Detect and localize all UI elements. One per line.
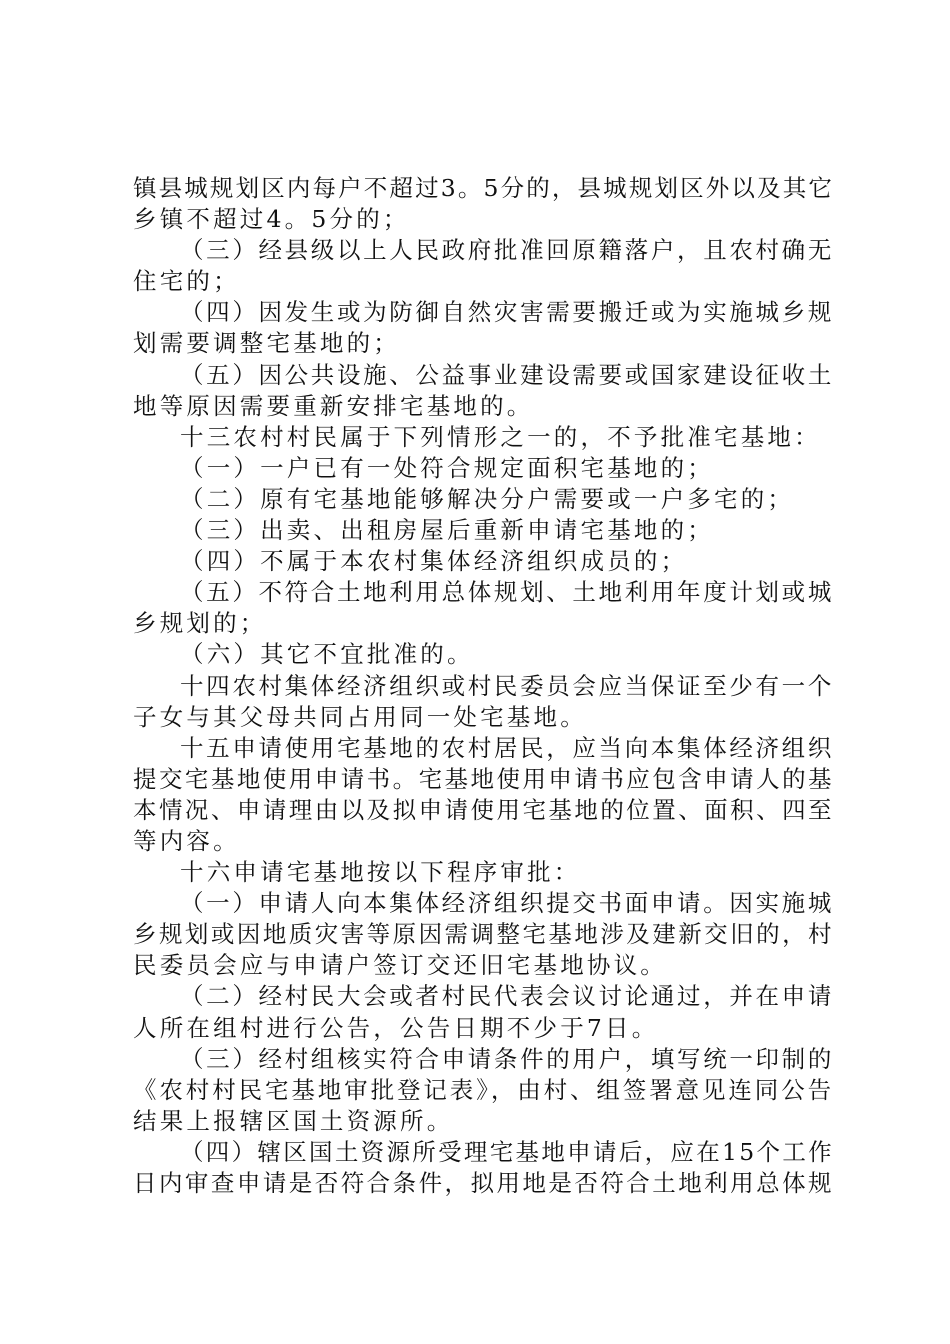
- text-line: （二）经村民大会或者村民代表会议讨论通过，并在申请: [180, 982, 834, 1011]
- text-line: 地等原因需要重新安排宅基地的。: [133, 391, 534, 420]
- text-line: （四）辖区国土资源所受理宅基地申请后，应在15个工作: [180, 1137, 834, 1166]
- text-line: （三）经县级以上人民政府批准回原籍落户，且农村确无: [180, 236, 834, 265]
- text-line: 乡规划或因地质灾害等原因需调整宅基地涉及建新交旧的，村: [133, 920, 834, 949]
- text-line: 人所在组村进行公告，公告日期不少于7日。: [133, 1013, 659, 1042]
- text-line: 本情况、申请理由以及拟申请使用宅基地的位置、面积、四至: [133, 795, 834, 824]
- text-line: 镇县城规划区内每户不超过3。5分的，县城规划区外以及其它: [133, 174, 834, 202]
- text-line: （四）不属于本农村集体经济组织成员的；: [180, 547, 688, 576]
- text-line: 划需要调整宅基地的；: [133, 329, 400, 358]
- document-body: [133, 173, 833, 1199]
- text-line: （一）申请人向本集体经济组织提交书面申请。因实施城: [180, 889, 834, 918]
- text-line: 日内审查申请是否符合条件，拟用地是否符合土地利用总体规: [133, 1169, 834, 1197]
- text-line: 十四农村集体经济组织或村民委员会应当保证至少有一个: [180, 671, 834, 700]
- text-line: 子女与其父母共同占用同一处宅基地。: [133, 702, 587, 731]
- text-line: （五）因公共设施、公益事业建设需要或国家建设征收土: [180, 360, 834, 389]
- text-line: （四）因发生或为防御自然灾害需要搬迁或为实施城乡规: [180, 298, 834, 327]
- text-line: 等内容。: [133, 826, 240, 855]
- text-line: 结果上报辖区国土资源所。: [133, 1106, 454, 1135]
- text-line: 民委员会应与申请户签订交还旧宅基地协议。: [133, 951, 667, 980]
- text-line: 乡规划的；: [133, 609, 267, 638]
- text-line: 《农村村民宅基地审批登记表》，由村、组签署意见连同公告: [133, 1075, 834, 1104]
- text-line: （一）一户已有一处符合规定面积宅基地的；: [180, 453, 714, 482]
- text-line: 提交宅基地使用申请书。宅基地使用申请书应包含申请人的基: [133, 764, 834, 793]
- text-line: 十五申请使用宅基地的农村居民，应当向本集体经济组织: [180, 733, 834, 762]
- text-line: 住宅的；: [133, 267, 240, 296]
- text-line: （六）其它不宜批准的。: [180, 640, 474, 669]
- text-line: 十三农村村民属于下列情形之一的，不予批准宅基地：: [180, 422, 821, 451]
- text-line: 乡镇不超过4。5分的；: [133, 205, 410, 234]
- text-line: （二）原有宅基地能够解决分户需要或一户多宅的；: [180, 484, 795, 513]
- text-line: （三）经村组核实符合申请条件的用户，填写统一印制的: [180, 1044, 834, 1073]
- text-line: 十六申请宅基地按以下程序审批：: [180, 858, 581, 887]
- text-line: （五）不符合土地利用总体规划、土地利用年度计划或城: [180, 578, 834, 607]
- text-line: （三）出卖、出租房屋后重新申请宅基地的；: [180, 516, 714, 545]
